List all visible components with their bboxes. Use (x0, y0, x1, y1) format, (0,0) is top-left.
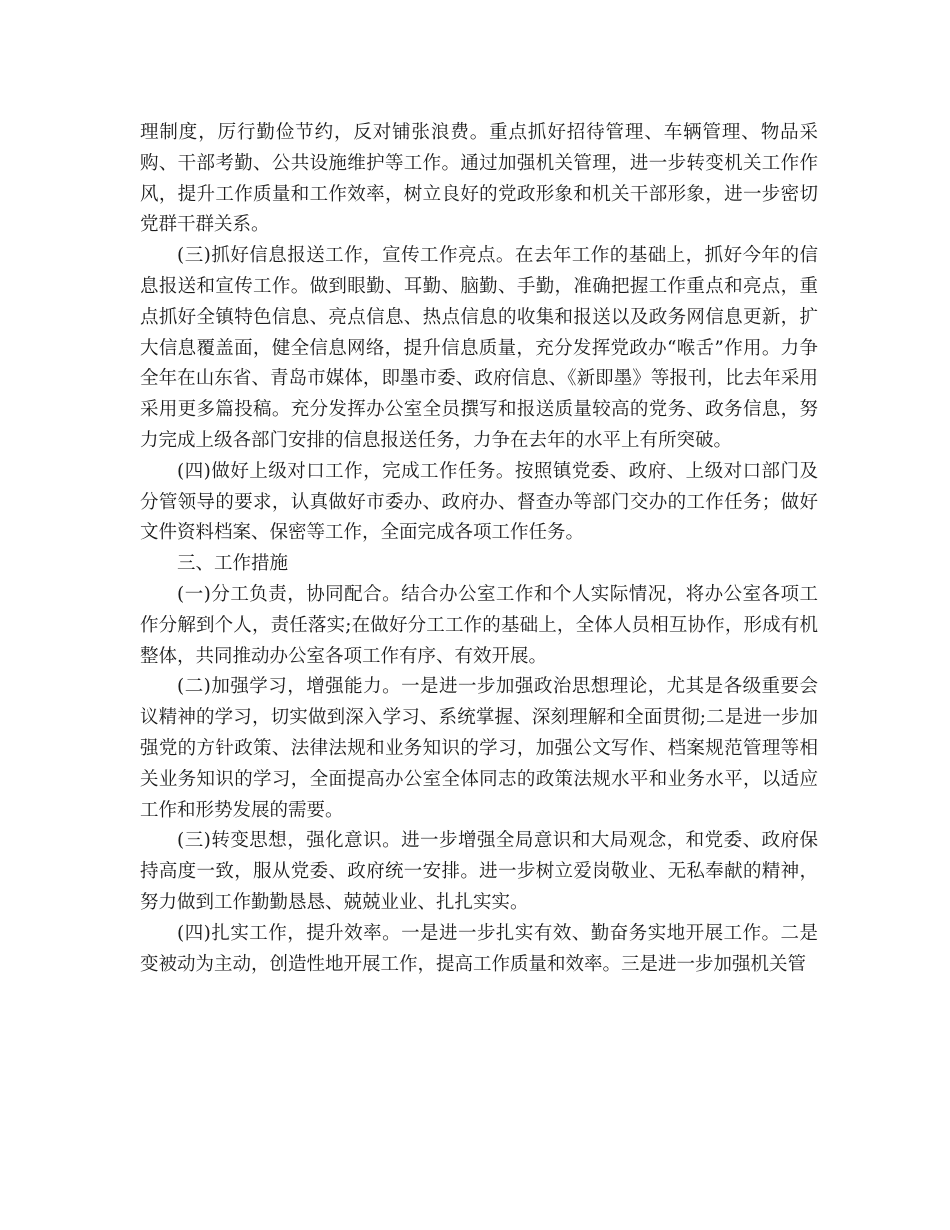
section-heading-work-measures: 三、工作措施 (177, 553, 289, 575)
paragraph-superior-liaison: (四)做好上级对口工作，完成工作任务。按照镇党委、政府、上级对口部门及分管领导的要求，认真做好市委办、政府办、督查办等部门交办的工作任务；做好文件资料档案、保密等工作，全面完成各项工作任务。 (140, 460, 818, 544)
paragraph-information-reporting: (三)抓好信息报送工作，宣传工作亮点。在去年工作的基础上，抓好今年的信息报送和宣传工作。做到眼勤、耳勤、脑勤、手勤，准确把握工作重点和亮点，重点抓好全镇特色信息、亮点信息、热点信息的收集和报送以及政务网信息更新，扩大信息覆盖面，健全信息网络，提升信息质量，充分发挥党政办“喉舌”作用。力争全年在山东省、青岛市媒体，即墨市委、政府信息、《新即墨》等报刊，比去年采用采用更多篇投稿。充分发挥办公室全员撰写和报送质量较高的党务、政务信息，努力完成上级各部门安排的信息报送任务，力争在去年的水平上有所突破。 (140, 245, 818, 451)
paragraph-management-continued: 理制度，厉行勤俭节约，反对铺张浪费。重点抓好招待管理、车辆管理、物品采购、干部考勤、公共设施维护等工作。通过加强机关管理，进一步转变机关工作作风，提升工作质量和工作效率，树立良好的党政形象和机关干部形象，进一步密切党群干群关系。 (140, 122, 818, 236)
paragraph-solid-work: (四)扎实工作，提升效率。一是进一步扎实有效、勤奋务实地开展工作。二是变被动为主动，创造性地开展工作，提高工作质量和效率。三是进一步加强机关管 (140, 922, 818, 975)
document-body (140, 118, 818, 980)
paragraph-strengthen-learning: (二)加强学习，增强能力。一是进一步加强政治思想理论，尤其是各级重要会议精神的学习，切实做到深入学习、系统掌握、深刻理解和全面贯彻;二是进一步加强党的方针政策、法律法规和业务知识的学习，加强公文写作、档案规范管理等相关业务知识的学习，全面提高办公室全体同志的政策法规水平和业务水平，以适应工作和形势发展的需要。 (140, 676, 818, 821)
paragraph-division-of-labor: (一)分工负责，协同配合。结合办公室工作和个人实际情况，将办公室各项工作分解到个人，责任落实;在做好分工工作的基础上，全体人员相互协作，形成有机整体，共同推动办公室各项工作有序、有效开展。 (140, 583, 818, 667)
paragraph-change-thinking: (三)转变思想，强化意识。进一步增强全局意识和大局观念，和党委、政府保持高度一致，服从党委、政府统一安排。进一步树立爱岗敬业、无私奉献的精神，努力做到工作勤勤恳恳、兢兢业业、扎扎实实。 (140, 830, 818, 913)
